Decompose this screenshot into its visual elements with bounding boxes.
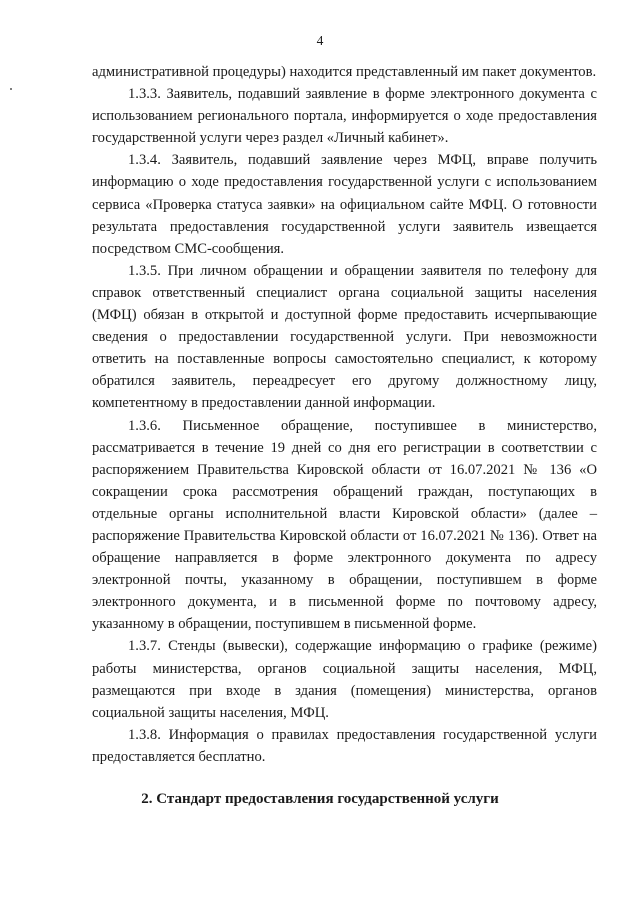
paragraph-1-3-8: 1.3.8. Информация о правилах предоставления государственной услуги предоставляется бесплатно. xyxy=(92,726,597,765)
paragraph-continuation: административной процедуры) находится представленный им пакет документов. xyxy=(92,64,597,80)
paragraph-1-3-6: 1.3.6. Письменное обращение, поступившее в министерство, рассматривается в течение 19 дней со дня его регистрации в соответствии с распоряжением Правительства Кировской области от 16.07.2021 № 136 «О сокращении срока рассмотрения обращений граждан, поступающих в отдельные органы исполнительной власти Кировской области» (далее – распоряжение Правительства Кировской области от 16.07.2021 № 136). Ответ на обращение направляется в форме электронного документа по адресу электронной почты, указанному в обращении, поступившем в форме электронного документа, и в письменной форме по почтовому адресу, указанному в обращении, поступившем в письменной форме. xyxy=(92,417,597,633)
paragraph-1-3-7: 1.3.7. Стенды (вывески), содержащие информацию о графике (режиме) работы министерства, органов социальной защиты населения, МФЦ, размещаются при входе в здания (помещения) министерства, органов социальной защиты населения, МФЦ. xyxy=(92,638,597,721)
paragraph-1-3-3: 1.3.3. Заявитель, подавший заявление в форме электронного документа с использованием регионального портала, информируется о ходе предоставления государственной услуги через раздел «Личный кабинет». xyxy=(92,86,597,147)
section-heading: 2. Стандарт предоставления государственной услуги xyxy=(141,791,499,807)
page-number: 4 xyxy=(316,33,324,48)
paragraph-1-3-4: 1.3.4. Заявитель, подавший заявление через МФЦ, вправе получить информацию о ходе предоставления государственной услуги с использованием сервиса «Проверка статуса заявки» на официальном сайте МФЦ. О готовности результата предоставления государственной услуги заявитель извещается посредством СМС-сообщения. xyxy=(92,152,597,257)
paragraph-1-3-5: 1.3.5. При личном обращении и обращении заявителя по телефону для справок ответственный специалист органа социальной защиты населения (МФЦ) обязан в открытой и доступной форме предоставить исчерпывающие сведения о предоставлении государственной услуги. При невозможности ответить на поставленные вопросы самостоятельно специалист, к которому обратился заявитель, переадресует его другому должностному лицу, компетентному в предоставлении данной информации. xyxy=(92,262,597,412)
scan-speck xyxy=(10,88,12,90)
document-body xyxy=(92,61,597,768)
